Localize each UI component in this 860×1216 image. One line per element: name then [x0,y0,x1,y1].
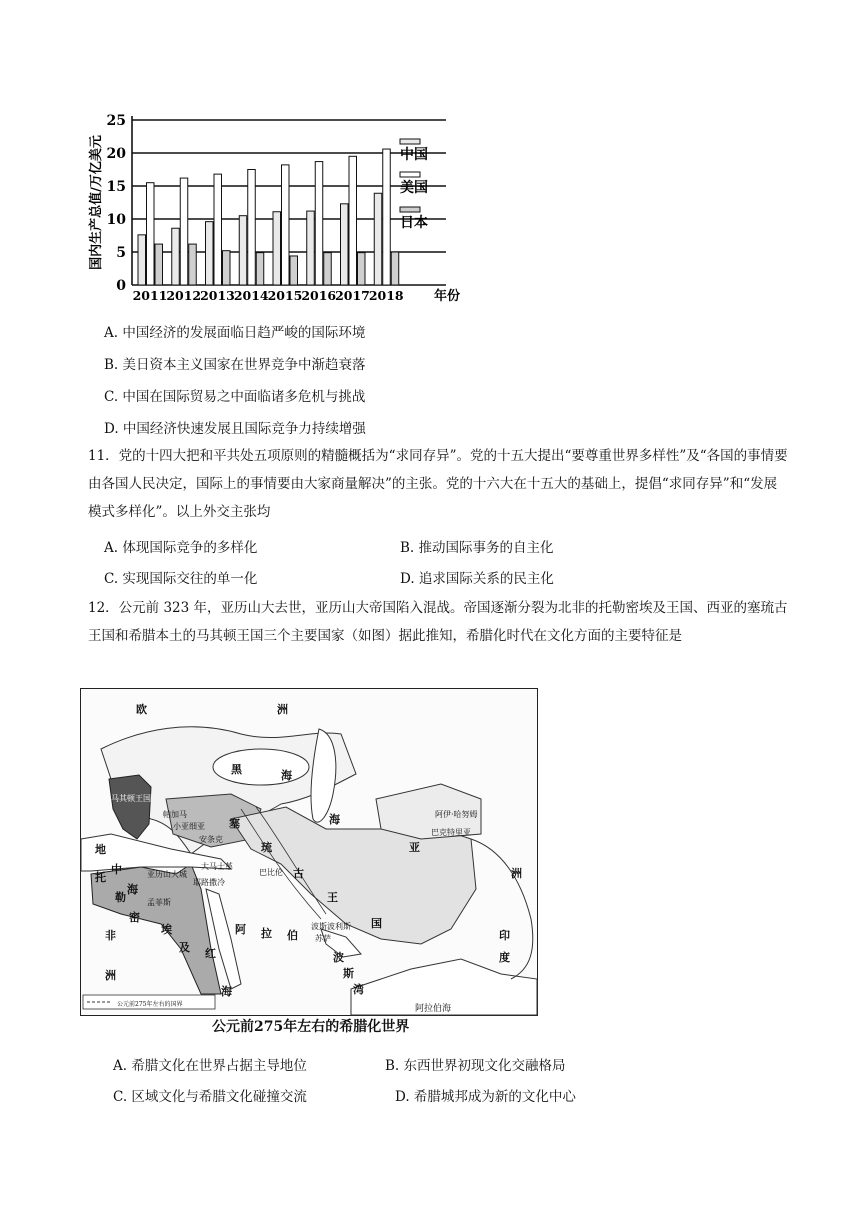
label-med-1: 地 [95,843,106,856]
label-arabia-3: 伯 [287,929,298,942]
x-tick-label: 2013 [200,288,235,303]
x-tick-label: 2018 [368,288,404,303]
q10-option-a[interactable]: A. 中国经济的发展面临日趋严峻的国际环境 [104,325,366,341]
bar-usa [147,183,155,285]
label-africa-1: 非 [105,929,116,942]
label-persepolis: 波斯波利斯 [311,922,351,931]
legend-label: 中国 [400,147,428,163]
label-arabian-sea: 阿拉伯海 [415,1004,452,1014]
gdp-bar-chart [86,105,461,310]
label-pergamon: 帕加马 [163,810,187,819]
bar-japan [256,253,264,285]
label-europe-1: 欧 [136,703,147,716]
y-axis-label: 国内生产总值/万亿美元 [89,135,104,270]
label-asia-minor: 小亚细亚 [173,822,205,831]
label-red-sea-2: 海 [221,985,232,998]
label-persian-gulf-1: 波 [333,951,344,964]
label-black-sea-1: 黑 [231,763,242,776]
bar-japan [290,256,298,285]
x-tick-label: 2017 [335,288,370,303]
q12-option-b[interactable]: B. 东西世界初现文化交融格局 [385,1058,566,1074]
label-babylon: 巴比伦 [259,868,283,877]
map-legend-text: 公元前275年左右的国界 [117,1001,183,1008]
label-seleucid-5: 国 [371,917,382,930]
bar-usa [214,174,222,285]
label-susa: 苏萨 [315,934,331,943]
label-alexandria: 亚历山大城 [147,870,187,879]
label-ptolemy-3: 密 [129,911,140,924]
label-jerusalem: 耶路撒冷 [193,878,225,887]
bar-china [341,204,349,285]
bar-usa [383,149,391,285]
bar-usa [315,162,323,285]
label-africa-2: 洲 [105,969,116,982]
bar-china [307,211,315,285]
label-ptolemy-4: 埃 [161,923,172,936]
x-tick-label: 2015 [267,288,303,303]
y-tick-label: 10 [106,212,126,228]
bar-china [239,216,247,285]
label-persian-gulf-3: 湾 [353,983,364,996]
legend-label: 日本 [400,215,428,231]
q10-option-b[interactable]: B. 美日资本主义国家在世界竞争中渐趋衰落 [104,357,366,373]
label-asia-1: 亚 [409,841,420,854]
q11-option-a[interactable]: A. 体现国际竞争的多样化 [104,540,258,556]
q12-option-a[interactable]: A. 希腊文化在世界占据主导地位 [113,1058,307,1074]
x-tick-label: 2012 [166,288,202,303]
bar-china [206,222,214,285]
label-black-sea-2: 海 [281,769,292,782]
map-shapes [81,689,537,1015]
bar-japan [189,244,197,285]
label-bactria: 巴克特里亚 [431,828,471,837]
legend-swatch [400,139,420,144]
x-tick-label: 2016 [301,288,337,303]
x-tick-label: 2014 [233,288,269,303]
label-europe-2: 洲 [277,703,288,716]
q12-option-c[interactable]: C. 区域文化与希腊文化碰撞交流 [113,1089,307,1105]
q10-option-c[interactable]: C. 中国在国际贸易之中面临诸多危机与挑战 [104,389,366,405]
label-ptolemy-1: 托 [95,871,106,884]
label-asia-2: 洲 [511,867,522,880]
label-seleucid-3: 古 [293,867,304,880]
map-caption: 公元前275年左右的希腊化世界 [212,1019,410,1035]
legend-swatch [400,172,420,177]
q11-stem: 11．党的十四大把和平共处五项原则的精髓概括为“求同存异”。党的十五大提出“要尊重世界多样性”及“各国的事情要由各国人民决定，国际上的事情要由大家商量解决”的主张。党的十六大在十五大的基础上，提倡“求同存异”和“发展模式多样化”。以上外交主张均 [88,448,788,520]
y-tick-label: 15 [106,179,126,195]
label-arabia-2: 拉 [261,927,272,940]
label-seleucid-2: 琉 [261,841,272,854]
q12-option-d[interactable]: D. 希腊城邦成为新的文化中心 [395,1089,576,1105]
bar-usa [282,165,290,285]
q11-option-c[interactable]: C. 实现国际交往的单一化 [104,571,258,587]
bar-china [374,193,382,285]
label-macedon: 马其顿王国 [111,794,151,803]
legend-label: 美国 [400,180,428,196]
q11-option-b[interactable]: B. 推动国际事务的自主化 [400,540,554,556]
q12-stem: 12．公元前 323 年，亚历山大去世，亚历山大帝国陷入混战。帝国逐渐分裂为北非的托勒密埃及王国、西亚的塞琉古王国和希腊本土的马其顿王国三个主要国家（如图）据此推知，希腊化时代在文化方面的主要特征是 [88,600,788,644]
label-memphis: 孟菲斯 [147,898,171,907]
bar-usa [349,156,357,285]
label-antioch: 安条克 [199,835,223,844]
label-persian-gulf-2: 斯 [343,967,354,980]
label-ai-khanoum: 阿伊·哈努姆 [435,810,478,819]
bar-japan [358,253,366,285]
hellenistic-world-map [80,688,538,1016]
q10-option-d[interactable]: D. 中国经济快速发展且国际竞争力持续增强 [104,421,366,437]
label-red-sea-1: 红 [205,947,216,960]
bar-usa [248,170,256,286]
bar-japan [391,252,399,285]
y-tick-label: 0 [116,278,126,294]
x-axis-label: 年份 [434,289,461,304]
bar-japan [223,251,231,285]
label-india-2: 度 [499,951,510,964]
label-arabia-1: 阿 [235,923,246,936]
bar-china [138,235,146,285]
bar-japan [324,253,332,285]
q11-option-d[interactable]: D. 追求国际关系的民主化 [400,571,554,587]
label-ptolemy-5: 及 [179,941,190,954]
legend-swatch [400,207,420,212]
label-seleucid-1: 塞 [229,817,240,830]
label-med-2: 中 [111,863,122,876]
bar-china [172,228,180,285]
label-india-1: 印 [499,929,510,942]
bar-japan [155,244,163,285]
bar-usa [180,178,188,285]
label-damascus: 大马士革 [201,862,233,871]
label-caspian: 海 [329,813,340,826]
y-tick-label: 20 [106,146,126,162]
label-ptolemy-2: 勒 [115,891,126,904]
label-seleucid-4: 王 [327,891,338,904]
x-tick-label: 2011 [132,288,168,303]
y-tick-label: 25 [106,113,126,129]
label-med-3: 海 [127,883,138,896]
bar-china [273,212,281,285]
y-tick-label: 5 [116,245,126,261]
